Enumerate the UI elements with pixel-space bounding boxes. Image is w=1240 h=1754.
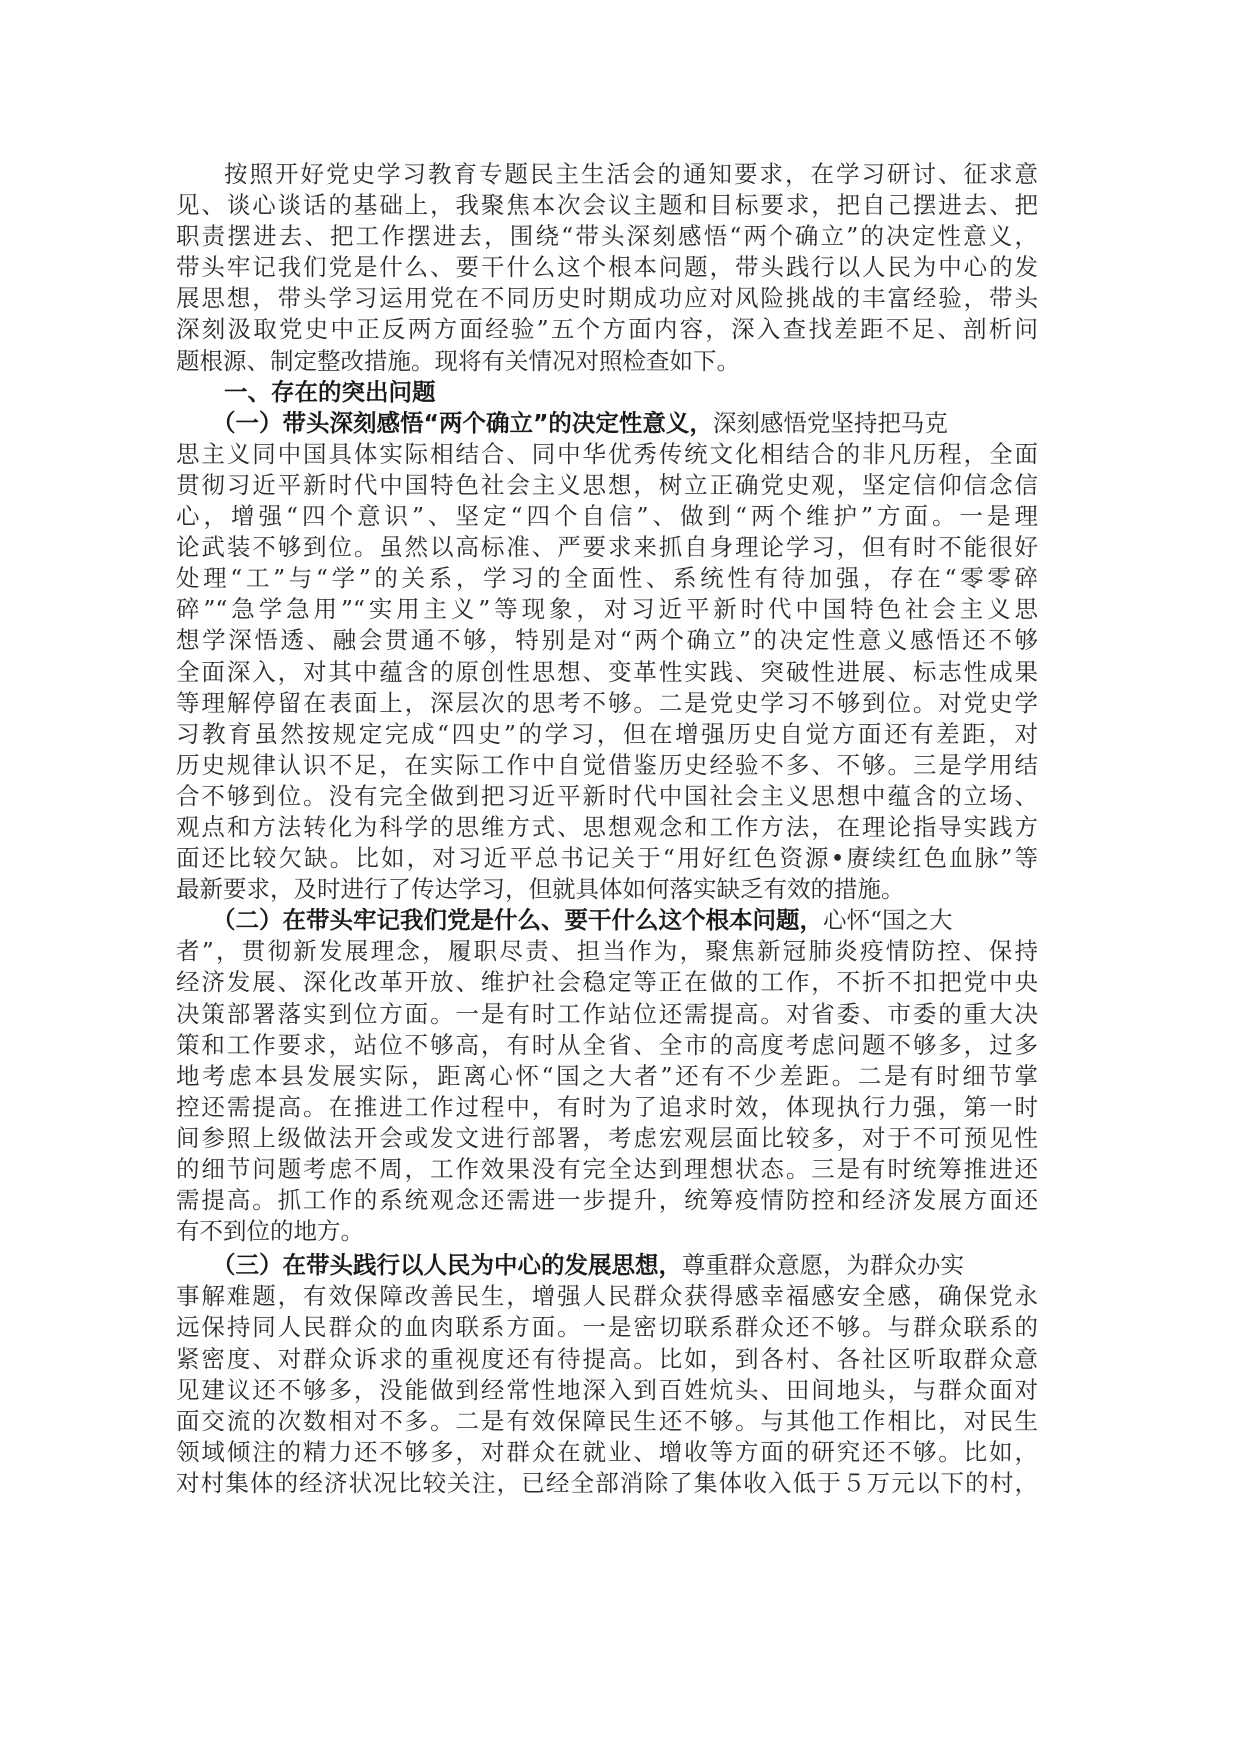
item-3-line: 紧密度、对群众诉求的重视度还有待提高。比如，到各村、各社区听取群众意 (176, 1344, 1038, 1373)
item-2-first-line-rest: 心怀“国之大 (823, 906, 953, 935)
item-3-paragraph (176, 1250, 1038, 1499)
section-heading: 一、存在的突出问题 (224, 377, 436, 406)
intro-line: 深刻汲取党史中正反两方面经验”五个方面内容，深入查找差距不足、剖析问 (176, 315, 1038, 344)
item-3-first-line (176, 1250, 1038, 1281)
item-2-line: 的细节问题考虑不周，工作效果没有完全达到理想状态。三是有时统筹推进还 (176, 1155, 1038, 1183)
item-3-first-line-rest: 尊重群众意愿，为群众办实 (682, 1251, 964, 1280)
item-2-line: 间参照上级做法开会或发文进行部署，考虑宏观层面比较多，对于不可预见性 (176, 1123, 1038, 1152)
item-3-line: 面交流的次数相对不多。二是有效保障民生还不够。与其他工作相比，对民生 (176, 1406, 1038, 1435)
item-3-line: 远保持同人民群众的血肉联系方面。一是密切联系群众还不够。与群众联系的 (176, 1313, 1038, 1342)
item-1-line: 思主义同中国具体实际相结合、同中华优秀传统文化相结合的非凡历程，全面 (176, 439, 1038, 468)
intro-line: 带头牢记我们党是什么、要干什么这个根本问题，带头践行以人民为中心的发 (176, 253, 1038, 282)
item-1-line: 碎”“急学急用”“实用主义”等现象，对习近平新时代中国特色社会主义思 (176, 595, 1038, 624)
item-2-line: 控还需提高。在推进工作过程中，有时为了追求时效，体现执行力强，第一时 (176, 1092, 1038, 1121)
item-2-line: 决策部署落实到位方面。一是有时工作站位还需提高。对省委、市委的重大决 (176, 999, 1038, 1028)
item-3-line: 对村集体的经济状况比较关注，已经全部消除了集体收入低于５万元以下的村， (176, 1468, 1038, 1497)
item-3-line: 见建议还不够多，没能做到经常性地深入到百姓炕头、田间地头，与群众面对 (176, 1375, 1038, 1404)
item-1-line: 想学深悟透、融会贯通不够，特别是对“两个确立”的决定性意义感悟还不够 (176, 626, 1038, 655)
item-1-first-line-rest: 深刻感悟党坚持把马克 (712, 408, 948, 437)
item-1-line: 习教育虽然按规定完成“四史”的学习，但在增强历史自觉方面还有差距，对 (176, 719, 1038, 748)
item-3-line: 领域倾注的精力还不够多，对群众在就业、增收等方面的研究还不够。比如， (176, 1437, 1038, 1466)
item-2-line: 者”，贯彻新发展理念，履职尽责、担当作为，聚焦新冠肺炎疫情防控、保持 (176, 937, 1038, 966)
item-1-line: 处理“工”与“学”的关系，学习的全面性、系统性有待加强，存在“零零碎 (176, 564, 1038, 593)
item-2-line: 策和工作要求，站位不够高，有时从全省、全市的高度考虑问题不够多，过多 (176, 1030, 1038, 1059)
item-1-line: 面还比较欠缺。比如，对习近平总书记关于“用好红色资源•赓续红色血脉”等 (176, 844, 1038, 873)
intro-paragraph (176, 159, 1038, 377)
item-1-line: 合不够到位。没有完全做到把习近平新时代中国社会主义思想中蕴含的立场、 (176, 781, 1038, 810)
item-1-first-line (176, 408, 1038, 439)
item-1-line: 全面深入，对其中蕴含的原创性思想、变革性实践、突破性进展、标志性成果 (176, 657, 1038, 686)
item-1-line: 心，增强“四个意识”、坚定“四个自信”、做到“两个维护”方面。一是理 (176, 502, 1038, 531)
item-1-paragraph (176, 408, 1038, 906)
item-2-line: 有不到位的地方。 (176, 1217, 364, 1246)
item-1-line: 贯彻习近平新时代中国特色社会主义思想，树立正确党史观，坚定信仰信念信 (176, 470, 1038, 499)
item-2-line: 地考虑本县发展实际，距离心怀“国之大者”还有不少差距。二是有时细节掌 (176, 1061, 1038, 1090)
intro-line: 题根源、制定整改措施。现将有关情况对照检查如下。 (176, 346, 740, 375)
document-page (176, 159, 1038, 1499)
item-2-line: 需提高。抓工作的系统观念还需进一步提升，统筹疫情防控和经济发展方面还 (176, 1186, 1038, 1215)
item-2-paragraph (176, 905, 1038, 1247)
item-2-line: 经济发展、深化改革开放、维护社会稳定等正在做的工作，不折不扣把党中央 (176, 968, 1038, 997)
item-1-line: 观点和方法转化为科学的思维方式、思想观念和工作方法，在理论指导实践方 (176, 812, 1038, 841)
item-1-line: 论武装不够到位。虽然以高标准、严要求来抓自身理论学习，但有时不能很好 (176, 533, 1038, 562)
item-2-title: （二）在带头牢记我们党是什么、要干什么这个根本问题， (212, 906, 823, 935)
item-2-first-line (176, 905, 1038, 936)
item-1-line: 最新要求，及时进行了传达学习，但就具体如何落实缺乏有效的措施。 (176, 875, 905, 904)
intro-line: 见、谈心谈话的基础上，我聚焦本次会议主题和目标要求，把自己摆进去、把 (176, 191, 1038, 220)
item-3-title: （三）在带头践行以人民为中心的发展思想， (212, 1251, 682, 1280)
intro-line: 职责摆进去、把工作摆进去，围绕“带头深刻感悟“两个确立”的决定性意义， (176, 222, 1038, 251)
item-3-line: 事解难题，有效保障改善民生，增强人民群众获得感幸福感安全感，确保党永 (176, 1282, 1038, 1311)
intro-line: 按照开好党史学习教育专题民主生活会的通知要求，在学习研讨、征求意 (224, 160, 1038, 188)
item-1-title: （一）带头深刻感悟“两个确立”的决定性意义， (212, 408, 713, 437)
item-1-line: 历史规律认识不足，在实际工作中自觉借鉴历史经验不多、不够。三是学用结 (176, 750, 1038, 779)
intro-line: 展思想，带头学习运用党在不同历史时期成功应对风险挑战的丰富经验，带头 (176, 284, 1038, 313)
item-1-line: 等理解停留在表面上，深层次的思考不够。二是党史学习不够到位。对党史学 (176, 688, 1038, 717)
